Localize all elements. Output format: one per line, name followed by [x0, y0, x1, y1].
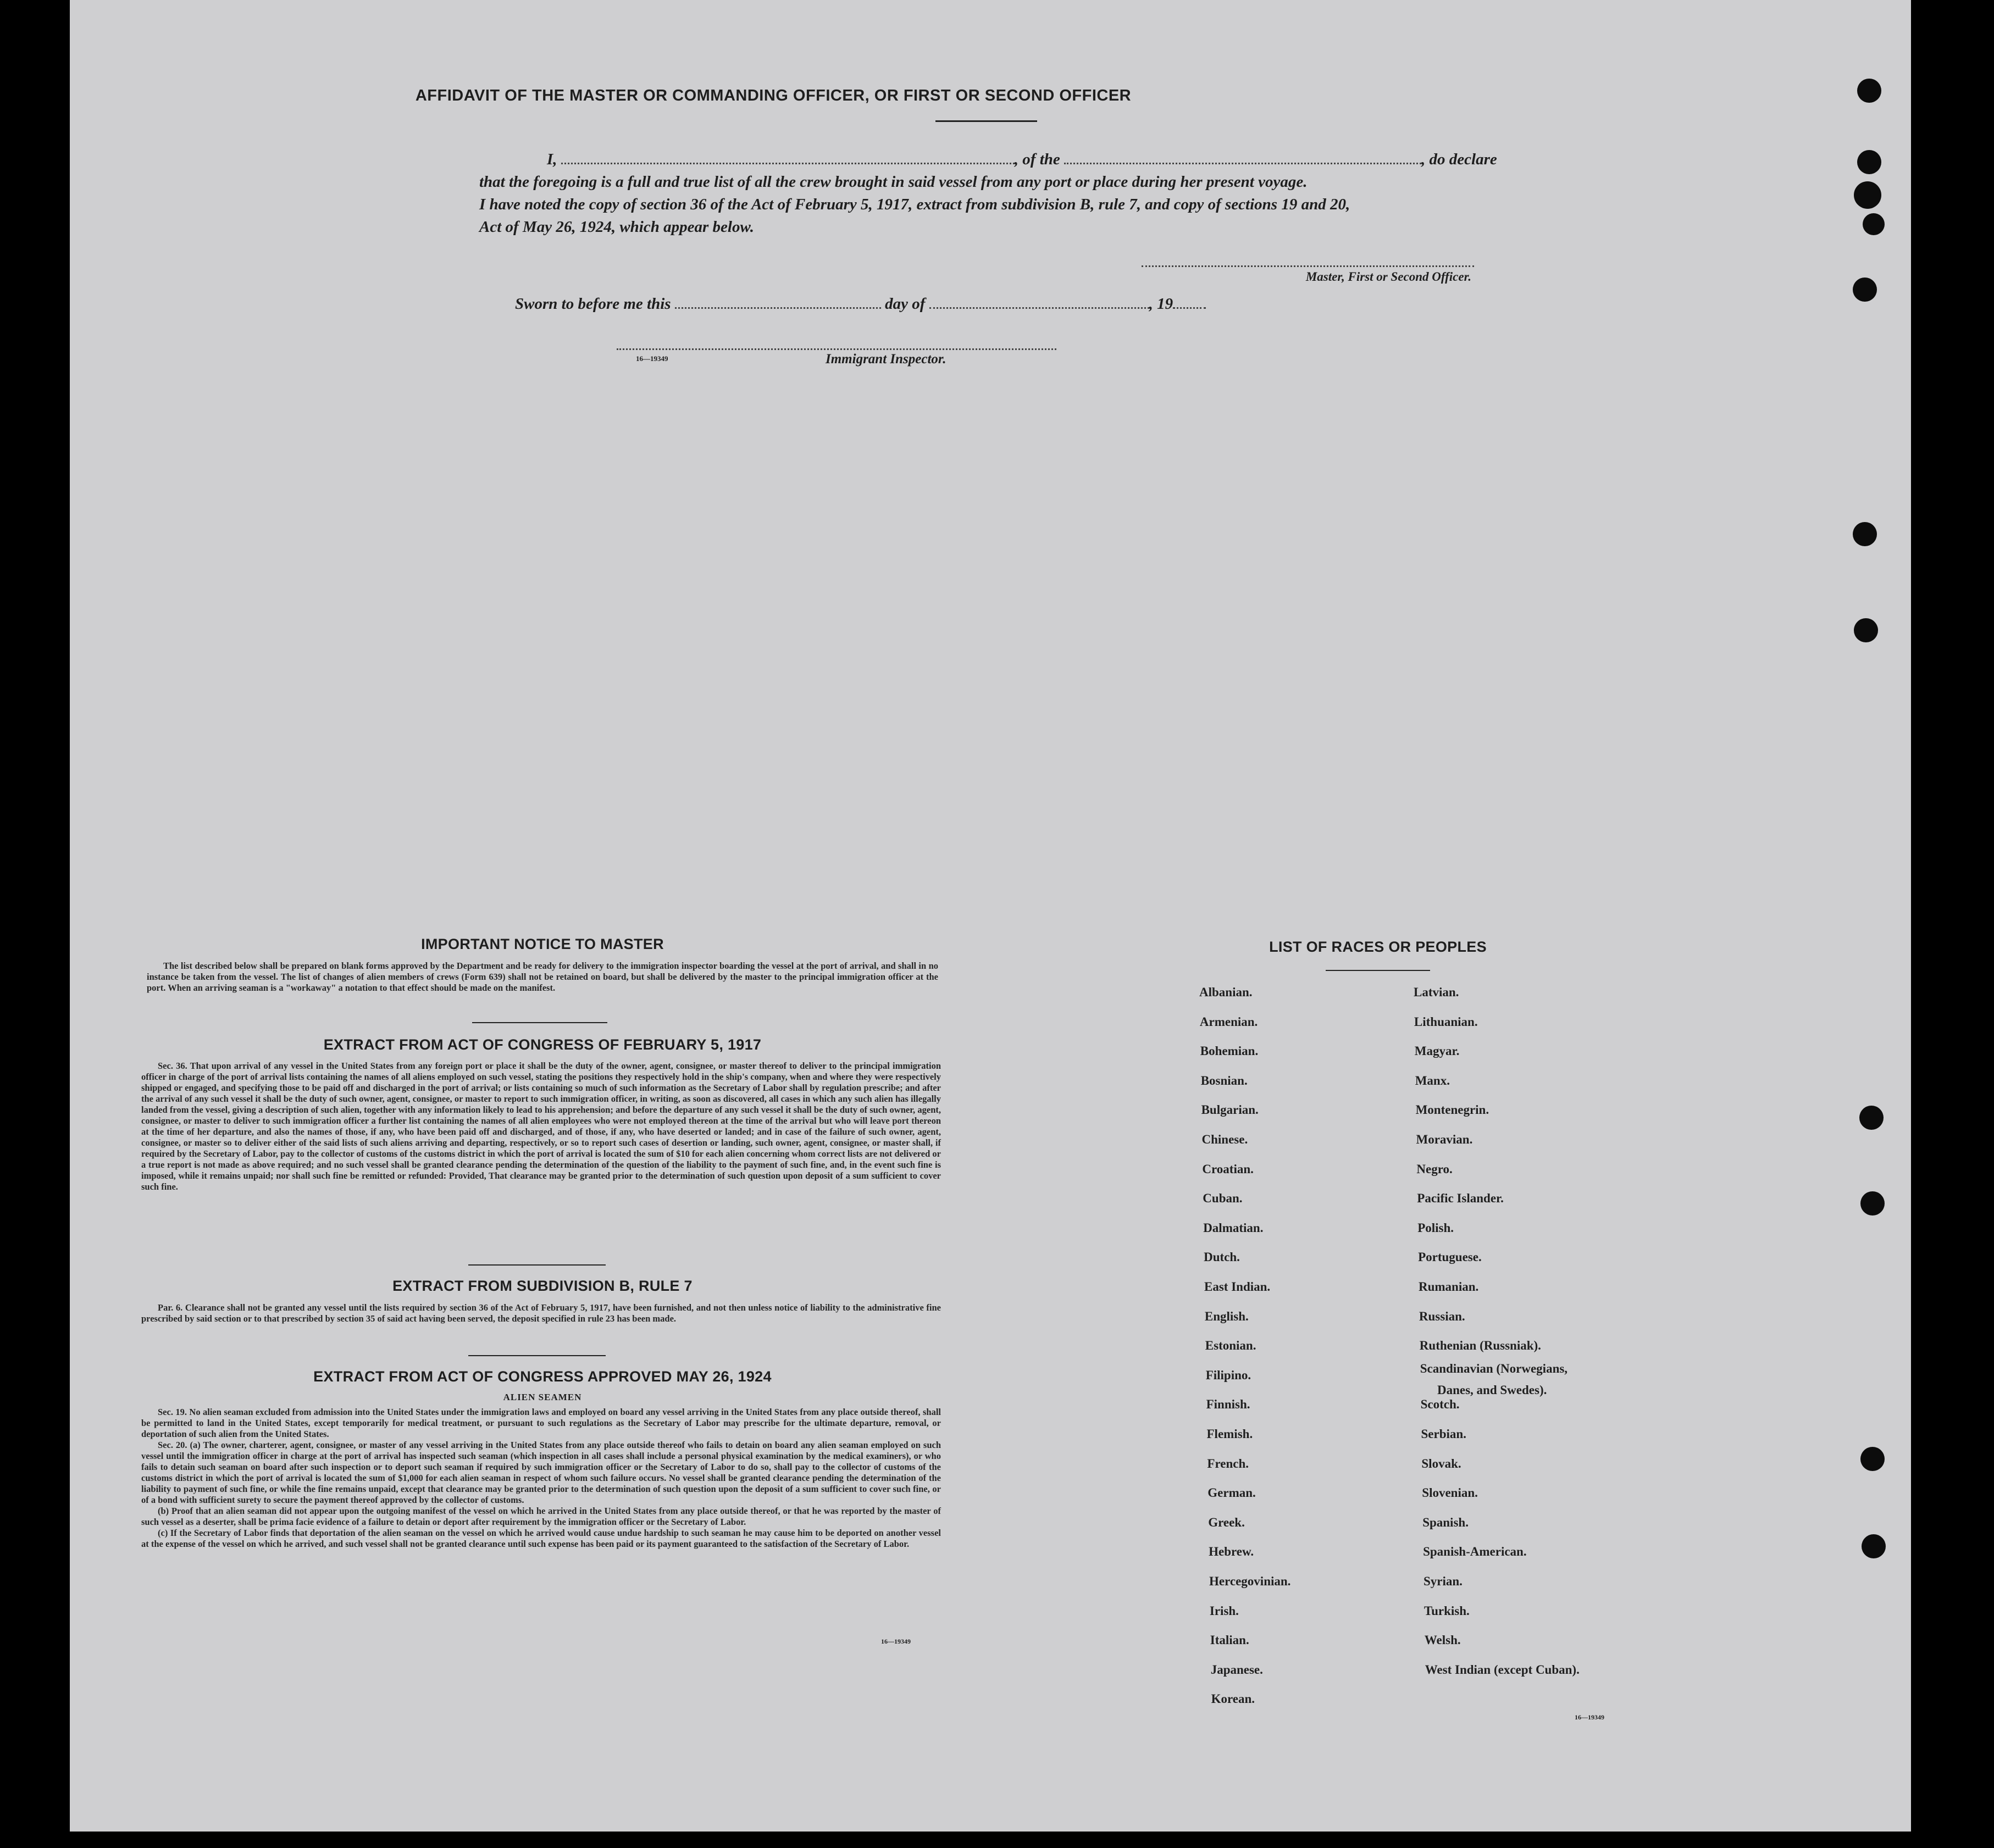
inspector-label: Immigrant Inspector.	[826, 352, 946, 367]
race-item: Irish.	[1209, 1603, 1239, 1618]
section-divider	[468, 1264, 606, 1266]
section-divider	[472, 1022, 607, 1023]
inspector-signature-line[interactable]	[617, 348, 1056, 350]
of-the-label: , of the	[1014, 151, 1060, 168]
race-item: Spanish-American.	[1423, 1545, 1527, 1559]
race-item: Negro.	[1416, 1162, 1453, 1176]
race-item: German.	[1208, 1486, 1256, 1500]
section-divider	[468, 1355, 606, 1356]
title-divider	[935, 120, 1037, 122]
race-item: Greek.	[1208, 1515, 1245, 1529]
affidavit-line-2: that the foregoing is a full and true list of all the crew brought in said vessel from any port or place during her present voyage.	[479, 173, 1308, 191]
race-item: Finnish.	[1206, 1397, 1250, 1412]
race-item: Bulgarian.	[1201, 1103, 1259, 1117]
notice-paragraph: The list described below shall be prepared on blank forms approved by the Department and be ready for delivery to the immigration inspector boarding the vessel at the port of arrival, and shall in no instance be taken from the vessel. The list of changes of alien members of crews (Form 639) shall not be retained on board, but shall be delivered by the master to the principal immigration officer at the port. When an arriving seaman is a "workaway" a notation to that effect should be made on the manifest.	[147, 961, 938, 993]
race-item: Lithuanian.	[1414, 1014, 1478, 1029]
form-number: 16—19349	[1575, 1713, 1604, 1721]
extract-1917-text	[141, 1061, 941, 1192]
race-item: Croatian.	[1202, 1162, 1254, 1176]
race-item: Scotch.	[1420, 1397, 1460, 1412]
sec36-paragraph: Sec. 36. That upon arrival of any vessel in the United States from any foreign port or place it shall be the duty of the owner, agent, consignee, or master thereof to deliver to the principal immigration officer in charge of the port of arrival lists containing the names of all aliens employed on such vessel, stating the positions they respectively hold in the ship's company, when and where they were respectively shipped or engaged, and specifying those to be paid off and discharged in the port of arrival; or lists containing so much of such information as the Secretary of Labor shall by regulation prescribe; and after the arrival of any such vessel it shall be the duty of such owner, agent, consignee, or master to report to such immigration officer, in writing, as soon as discovered, all cases in which any such alien has illegally landed from the vessel, giving a description of such alien, together with any information likely to lead to his apprehension; and before the departure of any such vessel it shall be the duty of such owner, agent, consignee, or master to deliver to such immigration officer a further list containing the names of all alien employees who were not employed thereon at the time of the arrival but who will leave port thereon at the time of her departure, and also the names of those, if any, who have been paid off and discharged, and of those, if any, who have deserted or landed; and in case of the failure of such owner, agent, consignee, or master so to deliver either of the said lists of such aliens arriving and departing, respectively, or so to report such cases of desertion or landing, such owner, agent, consignee, or master shall, if required by the Secretary of Labor, pay to the collector of customs of the customs district in which the port of arrival is located the sum of $10 for each alien concerning whom correct lists are not delivered or a true report is not made as above required; and no such vessel shall be granted clearance pending the determination of the question of the liability to the payment of such fine, and, in the event such fine is imposed, while it remains unpaid; nor shall such fine be remitted or refunded: Provided, That clearance may be granted prior to the determination of such question upon deposit of a sum sufficient to cover such fine.	[141, 1061, 941, 1192]
extract-1924-title: EXTRACT FROM ACT OF CONGRESS APPROVED MAY 26, 1924	[313, 1368, 772, 1385]
race-item: Chinese.	[1201, 1133, 1248, 1146]
signature-label: Master, First or Second Officer.	[1305, 270, 1471, 284]
race-item: Scandinavian (Norwegians,	[1420, 1361, 1568, 1375]
race-item: Italian.	[1210, 1633, 1249, 1647]
race-item: Armenian.	[1199, 1014, 1258, 1029]
race-item: Pacific Islander.	[1417, 1191, 1504, 1206]
race-item: Japanese.	[1210, 1662, 1263, 1677]
race-item: Slovak.	[1421, 1456, 1461, 1470]
races-title: LIST OF RACES OR PEOPLES	[1269, 939, 1487, 955]
punch-hole	[1862, 1534, 1886, 1558]
signature-line[interactable]	[1142, 265, 1474, 267]
sworn-line	[515, 295, 1206, 313]
punch-hole	[1857, 79, 1881, 103]
race-item: Bohemian.	[1200, 1044, 1259, 1058]
race-item: French.	[1207, 1456, 1249, 1470]
race-item: Serbian.	[1421, 1427, 1466, 1441]
race-item: Hercegovinian.	[1209, 1574, 1291, 1588]
race-item: Polish.	[1417, 1220, 1454, 1235]
race-item: Flemish.	[1206, 1427, 1253, 1441]
extract-rule7-title: EXTRACT FROM SUBDIVISION B, RULE 7	[392, 1278, 693, 1294]
extract-1924-text	[141, 1407, 941, 1550]
affidavit-title: AFFIDAVIT OF THE MASTER OR COMMANDING OFFICER, OR FIRST OR SECOND OFFICER	[415, 87, 1132, 104]
race-item: English.	[1204, 1309, 1249, 1323]
form-number: 16—19349	[636, 354, 668, 363]
race-item: Bosnian.	[1200, 1073, 1248, 1087]
sec20b-paragraph: (b) Proof that an alien seaman did not appear upon the outgoing manifest of the vessel on which he arrived in the United States from any place outside thereof, or that he was reported by the master of such vessel as a deserter, shall be prima facie evidence of a failure to detain or deport after requirement by the immigration officer or the Secretary of Labor.	[141, 1506, 941, 1527]
races-divider	[1326, 970, 1430, 971]
race-item: Latvian.	[1414, 985, 1459, 999]
year-label: , 19	[1149, 295, 1173, 313]
race-item: Hebrew.	[1209, 1545, 1254, 1559]
vessel-blank[interactable]	[1064, 152, 1421, 164]
form-number: 16—19349	[881, 1638, 911, 1645]
race-item: Slovenian.	[1422, 1486, 1478, 1500]
sworn-year-blank[interactable]	[1173, 296, 1206, 309]
race-item: Cuban.	[1203, 1191, 1243, 1206]
extract-rule7-text	[141, 1302, 941, 1324]
punch-hole	[1857, 150, 1881, 174]
notice-text	[147, 961, 938, 994]
race-item: Syrian.	[1424, 1574, 1463, 1588]
sworn-label: Sworn to before me this	[515, 295, 671, 313]
race-item: Albanian.	[1199, 985, 1253, 999]
punch-hole	[1860, 1191, 1885, 1216]
punch-hole	[1853, 522, 1877, 546]
sec20c-paragraph: (c) If the Secretary of Labor finds that deportation of the alien seaman on the vessel on which he arrived would cause undue hardship to such seaman he may cause him to be deported on another vessel at the expense of the vessel on which he arrived, and such vessel shall not be granted clearance until such expense has been paid or its payment guaranteed to the satisfaction of the Secretary of Labor.	[141, 1528, 941, 1549]
race-item: Welsh.	[1424, 1633, 1461, 1647]
race-item: Filipino.	[1205, 1368, 1251, 1382]
race-item: Spanish.	[1422, 1515, 1469, 1529]
affidavit-line-1	[479, 148, 1570, 171]
par6-paragraph: Par. 6. Clearance shall not be granted any vessel until the lists required by section 36 of the Act of February 5, 1917, have been furnished, and not then unless notice of liability to the administrative fine prescribed by said section or to that prescribed by section 35 of said act having been served, the deposit specified in rule 23 has been made.	[141, 1302, 941, 1324]
race-item: Estonian.	[1205, 1339, 1256, 1353]
sworn-day-blank[interactable]	[675, 296, 881, 309]
extract-1917-title: EXTRACT FROM ACT OF CONGRESS OF FEBRUARY 5, 1917	[323, 1036, 762, 1053]
race-item: Turkish.	[1424, 1603, 1470, 1618]
punch-hole	[1863, 213, 1885, 235]
sec19-paragraph: Sec. 19. No alien seaman excluded from admission into the United States under the immigration laws and employed on board any vessel arriving in the United States from any place outside thereof, shall be permitted to land in the United States, except temporarily for medical treatment, or pursuant to such regulations as the Secretary of Labor may prescribe for the ultimate departure, removal, or deportation of such alien from the United States.	[141, 1407, 941, 1439]
race-item: Rumanian.	[1419, 1280, 1479, 1294]
race-item: Montenegrin.	[1415, 1103, 1489, 1117]
race-item: Magyar.	[1414, 1044, 1460, 1058]
name-blank[interactable]	[561, 152, 1015, 164]
punch-hole	[1853, 278, 1877, 302]
affidavit-i-label: I,	[547, 151, 557, 168]
race-item: Moravian.	[1416, 1133, 1473, 1146]
race-item: Manx.	[1415, 1073, 1450, 1087]
race-item: Ruthenian (Russniak).	[1419, 1339, 1541, 1353]
race-item: Dutch.	[1204, 1250, 1240, 1264]
document-page	[70, 0, 1911, 1832]
sec20a-paragraph: Sec. 20. (a) The owner, charterer, agent, consignee, or master of any vessel arriving in the United States from any place outside thereof who fails to detain on board any alien seaman employed on such vessel until the immigration officer in charge at the port of arrival has inspected such seaman (which inspection in all cases shall include a personal physical examination by the medical examiners), or who fails to detain such seaman on board after such inspection or to deport such seaman if required by such immigration officer or the Secretary of Labor to do so, shall pay to the collector of customs of the customs district in which the port of arrival is located the sum of $1,000 for each alien seaman in respect of whom such failure occurs. No vessel shall be granted clearance pending the determination of the liability to payment of such fine, or while the fine remains unpaid, except that clearance may be granted prior to the determination of such question upon the deposit of a sum sufficient to cover such fine, or of a bond with sufficient surety to secure the payment thereof approved by the collector of customs.	[141, 1440, 941, 1505]
race-item: Korean.	[1211, 1692, 1255, 1706]
do-declare-label: , do declare	[1421, 151, 1497, 168]
race-item: East Indian.	[1204, 1280, 1271, 1294]
race-item: West Indian (except Cuban).	[1425, 1662, 1580, 1677]
race-item: Danes, and Swedes).	[1437, 1383, 1547, 1397]
affidavit-body	[479, 148, 1570, 238]
day-of-label: day of	[885, 295, 926, 313]
sworn-month-blank[interactable]	[929, 296, 1149, 309]
punch-hole	[1860, 1447, 1885, 1471]
race-item: Dalmatian.	[1203, 1220, 1264, 1235]
race-item: Russian.	[1419, 1309, 1465, 1323]
punch-hole	[1859, 1106, 1884, 1130]
affidavit-line-3: I have noted the copy of section 36 of the Act of February 5, 1917, extract from subdivision B, rule 7, and copy of sections 19 and 20,	[479, 196, 1350, 213]
affidavit-line-4: Act of May 26, 1924, which appear below.	[479, 218, 754, 236]
notice-title: IMPORTANT NOTICE TO MASTER	[421, 936, 664, 952]
alien-seamen-subtitle: ALIEN SEAMEN	[503, 1392, 582, 1402]
race-item: Portuguese.	[1418, 1250, 1482, 1264]
punch-hole	[1854, 181, 1881, 209]
punch-hole	[1854, 618, 1878, 642]
